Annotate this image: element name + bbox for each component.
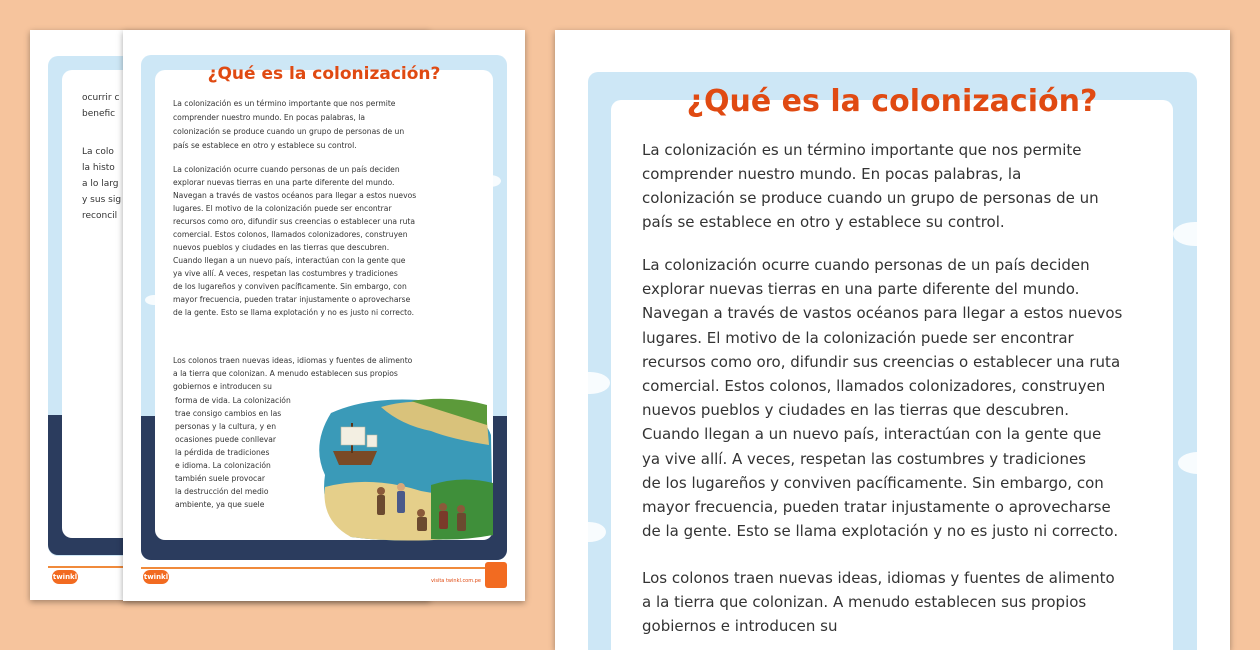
back-page-text-1: ocurrir c benefic xyxy=(82,93,120,119)
cloud xyxy=(588,522,606,542)
cloud xyxy=(588,372,610,394)
badge-icon xyxy=(485,562,507,588)
back-page-text-2: La colo la histo a lo larg y sus sig reconcil xyxy=(82,147,122,221)
footer-url: visita twinkl.com.pe xyxy=(431,578,481,584)
colonization-illustration xyxy=(311,395,497,545)
cloud xyxy=(1173,222,1197,246)
paragraph-2: La colonización ocurre cuando personas de un país deciden explorar nuevas tierras en una parte diferente del mundo. Navegan a través de vastos océanos para llegar a estos nuevos lugares. El motivo de la colonización puede ser encontrar recursos como oro, difundir sus creencias o establecer una ruta comercial. Estos colonos, llamados colonizadores, construyen nuevos pueblos y ciudades en las tierras que descubren. Cuando llegan a un nuevo país, interactúan con la gente que ya vive allí. A veces, respetan las costumbres y tradiciones de los lugareños y conviven pacíficamente. Sin embargo, con mayor frecuencia, pueden tratar injustamente o aprovecharse de la gente. Esto se llama explotación y no es justo ni correcto. xyxy=(173,165,417,317)
page-title: ¿Qué es la colonización? xyxy=(686,84,1098,119)
paragraph-2: La colonización ocurre cuando personas de un país deciden explorar nuevas tierras en una parte diferente del mundo. Navegan a través de vastos océanos para llegar a estos nuevos lugares. El motivo de la colonización puede ser encontrar recursos como oro, difundir sus creencias o establecer una ruta comercial. Estos colonos, llamados colonizadores, construyen nuevos pueblos y ciudades en las tierras que descubren. Cuando llegan a un nuevo país, interactúan con la gente que ya vive allí. A veces, respetan las costumbres y tradiciones de los lugareños y conviven pacíficamente. Sin embargo, con mayor frecuencia, pueden tratar injustamente o aprovecharse de la gente. Esto se llama explotación y no es justo ni correcto. xyxy=(642,256,1123,541)
paragraph-3: Los colonos traen nuevas ideas, idiomas y fuentes de alimento a la tierra que colonizan. A menudo establecen sus propios gobiernos e introducen su xyxy=(173,356,413,391)
paragraph-1: La colonización es un término importante que nos permite comprender nuestro mundo. En pocas palabras, la colonización se produce cuando un grupo de personas de un país se establece en otro y establece su control. xyxy=(642,141,1099,231)
paragraph-1: La colonización es un término importante que nos permite comprender nuestro mundo. En pocas palabras, la colonización se produce cuando un grupo de personas de un país se establece en otro y establece su control. xyxy=(173,99,405,150)
footer-line xyxy=(141,567,507,569)
paragraph-3: Los colonos traen nuevas ideas, idiomas y fuentes de alimento a la tierra que colonizan. A menudo establecen sus propios gobiernos e introducen su xyxy=(642,569,1115,635)
paragraph-4: forma de vida. La colonización trae consigo cambios en las personas y la cultura, y en ocasiones puede conllevar la pérdida de tradiciones e idioma. La colonización también suele provocar la destrucción del medio ambiente, ya que suele xyxy=(175,396,291,509)
front-page-thumbnail xyxy=(123,30,525,601)
twinkl-logo: twinkl xyxy=(143,570,169,584)
page-title: ¿Qué es la colonización? xyxy=(207,64,441,84)
twinkl-logo: twinkl xyxy=(52,570,78,584)
zoomed-page xyxy=(555,30,1230,650)
cloud xyxy=(1178,452,1197,474)
